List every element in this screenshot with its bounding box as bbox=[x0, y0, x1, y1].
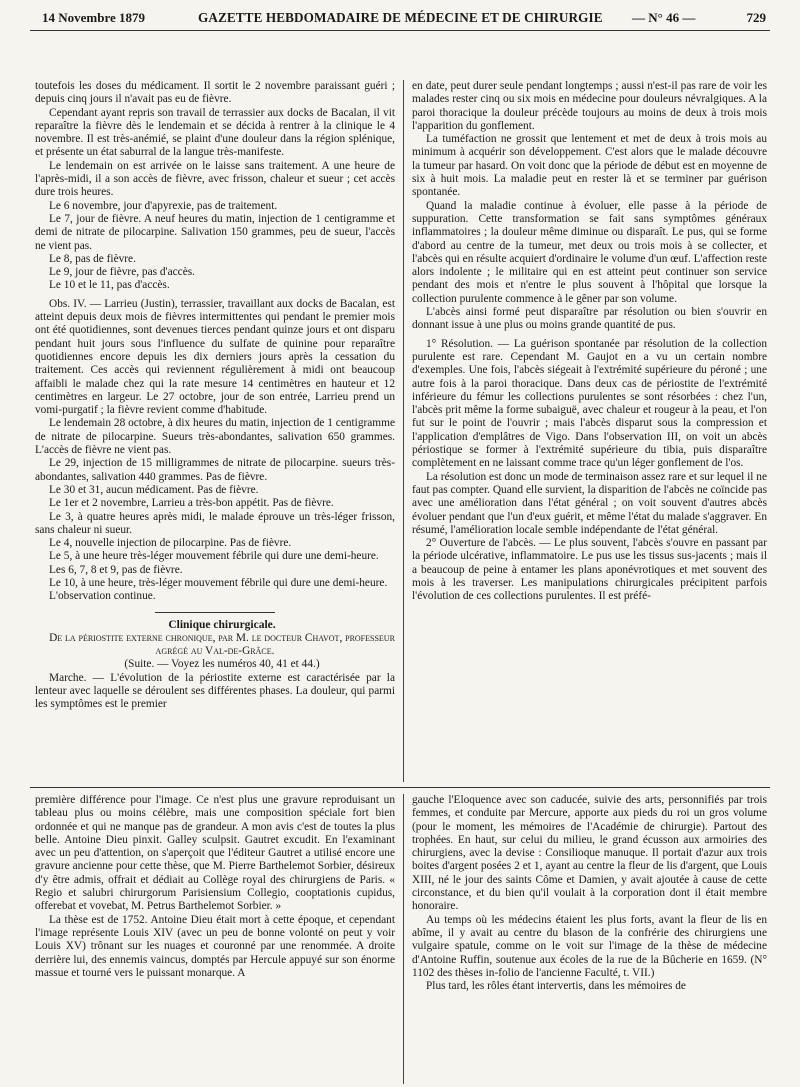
paragraph: La thèse est de 1752. Antoine Dieu était mort à cette époque, et cependant l'image représente Louis XIV (avec un peu de bonne volonté on peut y voir Louis XV) trônant sur les nuages et couronné par une renommée. A droite derrière lui, des ennemis vaincus, domptés par Hercule appuyé sur son énorme massue et tourné vers le puissant monarque. A bbox=[35, 913, 395, 979]
paragraph: L'abcès ainsi formé peut disparaître par résolution ou bien s'ouvrir en donnant issue à une plus ou moins grande quantité de pus. bbox=[412, 306, 767, 332]
paragraph: La résolution est donc un mode de terminaison assez rare et sur lequel il ne faut pas compter. Quand elle survient, la disparition de l'abcès ne coïncide pas avec une amélioration dans l'état général ; on voit souvent d'autres abcès évoluer pendant que l'un d'eux guérit, et même l'état du malade s'aggraver. En résumé, l'amélioration locale semble indépendante de l'état général. bbox=[412, 470, 767, 536]
paragraph: Le 8, pas de fièvre. bbox=[49, 252, 136, 265]
paragraph: Marche. — L'évolution de la périostite externe est caractérisée par la lenteur avec laquelle se déroulent ses différentes phases. La douleur, qui parmi les symptômes est le premier bbox=[35, 671, 395, 711]
paragraph: Le 29, injection de 15 milligrammes de nitrate de pilocarpine. sueurs très-abondantes, salivation 440 grammes. Pas de fièvre. bbox=[35, 457, 395, 483]
paragraph: Le 30 et 31, aucun médicament. Pas de fièvre. bbox=[49, 483, 259, 496]
column-bottom-left bbox=[35, 794, 395, 1084]
paragraph: Le 6 novembre, jour d'apyrexie, pas de traitement. bbox=[49, 199, 278, 212]
paragraph: Quand la maladie continue à évoluer, elle passe à la période de suppuration. Cette transformation se fait sans symptômes généraux inflammatoires ; la douleur même diminue ou disparaît. Le pus, qui se forme d'abord au centre de la tumeur, met deux ou trois mois à se collecter, et l'abcès qui en résulte acquiert d'ordinaire le volume d'un œuf. L'affection reste alors indolente ; le militaire qui en est atteint peut continuer son service pendant des mois et n'entre le plus souvent à l'hôpital que lorsque la collection purulente commence à le gêner par son volume. bbox=[412, 199, 767, 305]
paragraph: Le 10 et le 11, pas d'accès. bbox=[49, 279, 170, 292]
paragraph: Le 4, nouvelle injection de pilocarpine. Pas de fièvre. bbox=[49, 537, 292, 550]
column-bottom-right bbox=[412, 794, 767, 1084]
paragraph: Le 1er et 2 novembre, Larrieu a très-bon appétit. Pas de fièvre. bbox=[49, 497, 334, 510]
paragraph: Le 7, jour de fièvre. A neuf heures du matin, injection de 1 centigramme et demi de nitrate de pilocarpine. Salivation 150 grammes, peu de sueur, l'accès ne vient pas. bbox=[35, 212, 395, 252]
article-title: De la périostite externe chronique, par M. le docteur Chavot, professeur agrégé au Val-de-Grâce. bbox=[49, 631, 395, 658]
column-divider-bottom bbox=[403, 794, 404, 1084]
paragraph: Au temps où les médecins étaient les plus forts, avant la fleur de lis en abîme, il y avait au centre du blason de la confrérie des chirurgiens une vulgaire spatule, comme on le voit sur l'image de la thèse de médecine d'Antoine Ruffin, soutenue aux écoles de la rue de la Bûcherie en 1659. (N° 1102 des thèses in-folio de l'ancienne Faculté, t. VII.) bbox=[412, 913, 767, 979]
section-title: Clinique chirurgicale. bbox=[168, 618, 276, 631]
paragraph: La tuméfaction ne grossit que lentement et met de deux à trois mois au minimum à acquérir son développement. C'est alors que le malade découvre la tumeur par hasard. On voit donc que la période de début est en moyenne de six à huit mois. La maladie peut en rester là et se terminer par guérison spontanée. bbox=[412, 133, 767, 199]
observation-paragraph: Obs. IV. — Larrieu (Justin), terrassier, travaillant aux docks de Bacalan, est atteint depuis deux mois de fièvres intermittentes qui pendant le premier mois ont été quotidiennes, sont devenues tierces pendant quinze jours et ont disparu pendant huit jours sous l'influence du sulfate de quinine pour reparaître quotidiennes encore depuis les dix derniers jours après la cessation du traitement. Ces accès qui reviennent régulièrement à midi ont beaucoup affaibli le malade chez qui la rate mesure 14 centimètres en hauteur et 12 centimètres en largeur. Le 27 octobre, jour de son entrée, Larrieu prend un vomi-purgatif ; la fièvre revient comme d'habitude. bbox=[35, 297, 395, 417]
paragraph: Le 10, à une heure, très-léger mouvement fébrile qui dure une demi-heure. bbox=[49, 576, 388, 589]
paragraph: Les 6, 7, 8 et 9, pas de fièvre. bbox=[49, 563, 183, 576]
page-number: 729 bbox=[746, 10, 766, 25]
paragraph: gauche l'Eloquence avec son caducée, suivie des arts, personnifiés par trois femmes, et conduite par Mercure, apporte aux pieds du roi un gros volume (pour le moment, les mémoires de l'Académie de chirurgie). Partout des trophées. En haut, sur celui du milieu, le grand écusson aux armoiries des chirurgiens, avec la devise : Consilioque manuque. Il portait d'azur aux trois boites d'argent posées 2 et 1, ayant au centre la fleur de lis d'argent, que Louis XIII, né le jour des saints Côme et Damien, y avait ajoutée à cause de cette circonstance, et du bien qu'il voulait à la corporation dont il était membre honoraire. bbox=[412, 794, 767, 913]
paragraph: toutefois les doses du médicament. Il sortit le 2 novembre paraissant guéri ; depuis cinq jours il n'avait pas eu de fièvre. bbox=[35, 80, 395, 106]
paragraph: première différence pour l'image. Ce n'est plus une gravure reproduisant un tableau plus ou moins célèbre, mais une composition spéciale fort bien ordonnée et qui ne manque pas de grandeur. A mon avis c'est de toutes la plus belle. Antoine Dieu pinxit. Galley sculpsit. Gautret excudit. En l'examinant avec un peu d'attention, on s'aperçoit que l'éditeur Gautret a utilisé encore une gravure ancienne pour cette thèse, que M. Pierre Barthelemot Sorbier, désireux d'y être admis, offrait et dédiait au Collège royal des chirurgiens de Paris. « Regio et salubri chirurgorum Parisiensium Collegio, cooptationis cupidus, offerebat et vovebat, M. Petrus Barthelemot Sorbier. » bbox=[35, 794, 395, 913]
column-top-left bbox=[35, 80, 395, 780]
paragraph: Le lendemain 28 octobre, à dix heures du matin, injection de 1 centigramme de nitrate de pilocarpine. Sueurs très-abondantes, salivation 650 grammes. L'accès de fièvre ne vient pas. bbox=[35, 417, 395, 457]
paragraph: en date, peut durer seule pendant longtemps ; aussi n'est-il pas rare de voir les malades rester cinq ou six mois en médecine pour douleurs névralgiques. A la paroi thoracique la douleur précède toujours au moins de deux à trois mois l'apparition du gonflement. bbox=[412, 80, 767, 132]
paragraph: Le 5, à une heure très-léger mouvement fébrile qui dure une demi-heure. bbox=[49, 550, 379, 563]
article-subtitle: (Suite. — Voyez les numéros 40, 41 et 44.) bbox=[124, 658, 320, 671]
paragraph: Le lendemain on est arrivée on le laisse sans traitement. A une heure de l'après-midi, il a son accès de fièvre, avec frisson, chaleur et sueur ; cet accès dure trois heures. bbox=[35, 159, 395, 199]
paragraph: Cependant ayant repris son travail de terrassier aux docks de Bacalan, il vit reparaître la fièvre dès le lendemain et se décida à rentrer à la clinique le 4 novembre. Il est très-anémié, se plaint d'une douleur dans la région splénique, et présente un état saburral de la langue très-manifeste. bbox=[35, 106, 395, 159]
paragraph: 1° Résolution. — La guérison spontanée par résolution de la collection purulente est rare. Cependant M. Gaujot en a vu un certain nombre d'exemples. Une fois, l'abcès siégeait à l'extrémité supérieure du péroné ; une autre fois à la paroi thoracique. Dans deux cas de périostite de l'extrémité inférieure du fémur les collections purulentes se sont résorbées : chez l'un, l'abcès prit même la forme subaiguë, avec chaleur et rougeur à la peau, et l'on fut sur le point de l'ouvrir ; mais l'abcès disparut sous la compression et l'application d'emplâtres de Vigo. Dans l'observation III, on voit un abcès périostique se former à l'extrémité supérieure du tibia, puis disparaître complètement en ne laissant comme trace qu'un léger gonflement de l'os. bbox=[412, 337, 767, 470]
page-header bbox=[30, 8, 770, 31]
paragraph: 2° Ouverture de l'abcès. — Le plus souvent, l'abcès s'ouvre en passant par la période ulcérative, inflammatoire. Le pus use les tissus sus-jacents ; mais il a beaucoup de peine à entamer les plans aponévrotiques et met souvent des mois à les traverser. Les manipulations chirurgicales précipitent parfois l'évolution de ces collections purulentes. Il est préfé- bbox=[412, 537, 767, 603]
paragraph: L'observation continue. bbox=[49, 590, 156, 603]
section-rule bbox=[155, 612, 275, 613]
header-date: 14 Novembre 1879 bbox=[42, 10, 146, 25]
section-divider bbox=[30, 787, 770, 788]
issue-number: — N° 46 — bbox=[632, 10, 696, 25]
journal-title: GAZETTE HEBDOMADAIRE DE MÉDECINE ET DE CHIRURGIE bbox=[198, 10, 603, 25]
column-top-right bbox=[412, 80, 767, 782]
paragraph: Le 9, jour de fièvre, pas d'accès. bbox=[49, 266, 195, 279]
paragraph: Le 3, à quatre heures après midi, le malade éprouve un très-léger frisson, sans chaleur ni sueur. bbox=[35, 510, 395, 536]
paragraph: Plus tard, les rôles étant intervertis, dans les mémoires de bbox=[426, 980, 686, 993]
column-divider-top bbox=[403, 80, 404, 782]
